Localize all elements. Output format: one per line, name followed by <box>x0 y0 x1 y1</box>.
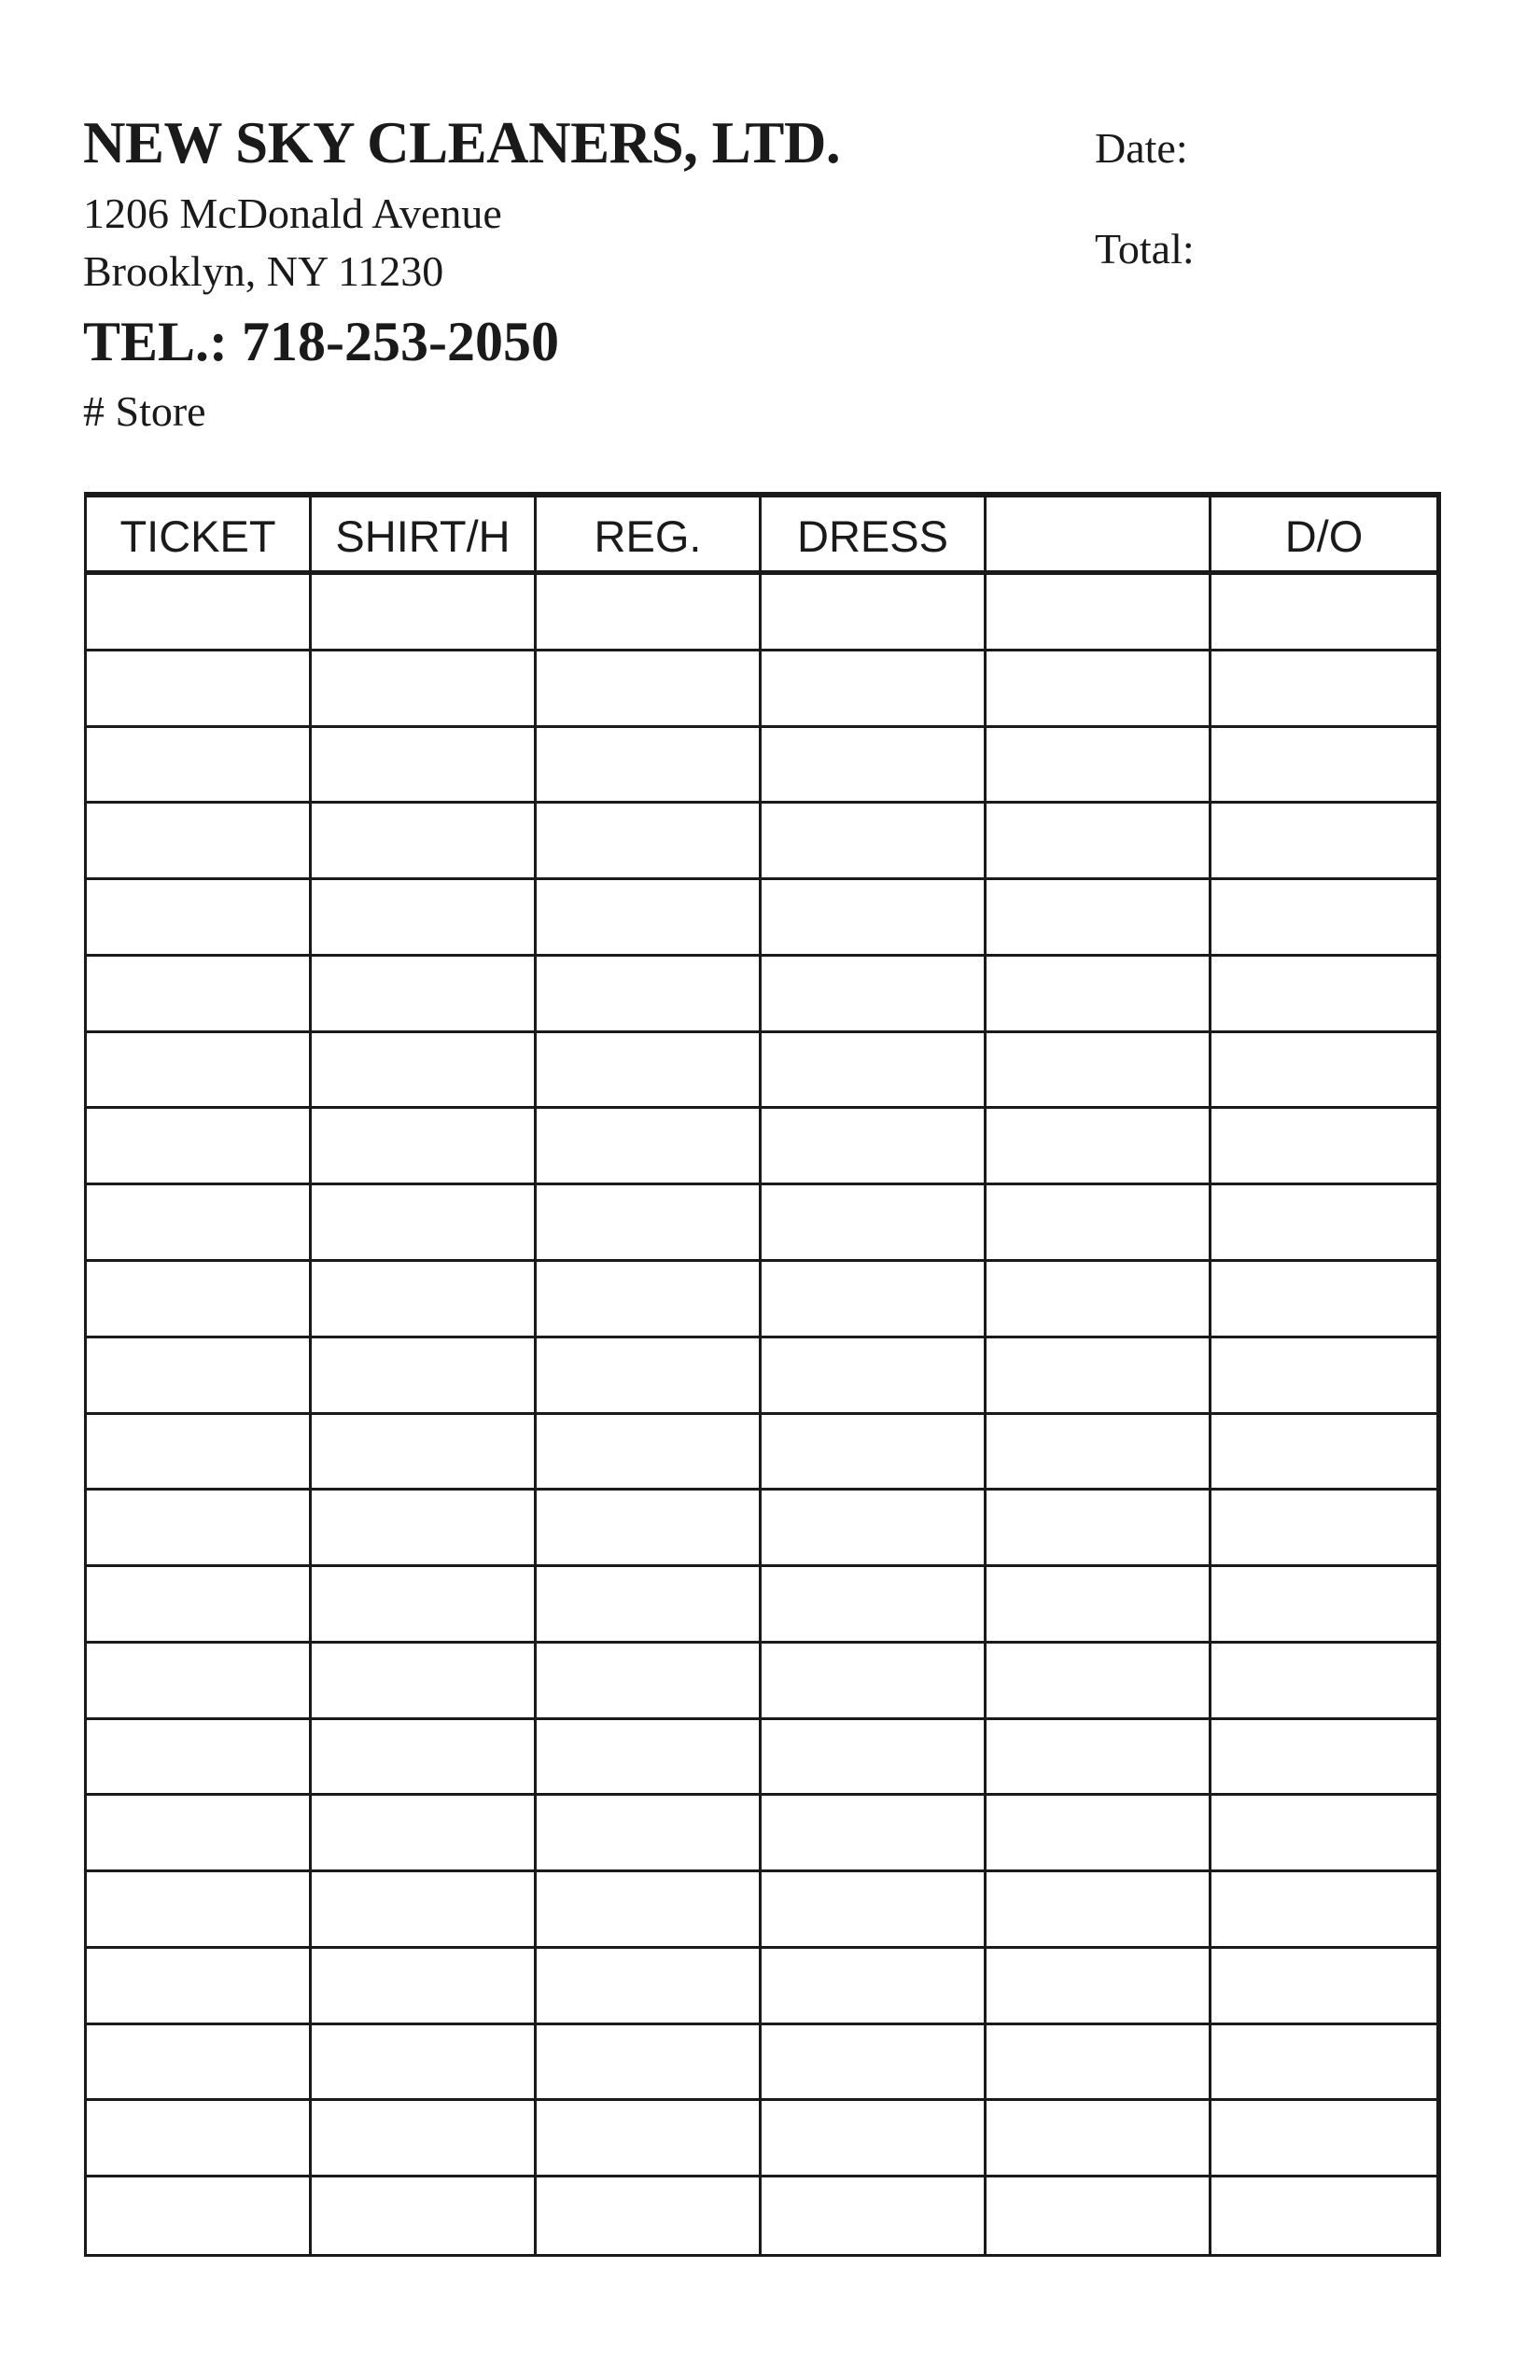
column-header: DRESS <box>762 497 987 575</box>
table-cell[interactable] <box>537 1109 762 1185</box>
table-cell[interactable] <box>537 1185 762 1262</box>
table-cell[interactable] <box>762 1796 987 1872</box>
table-cell[interactable] <box>1211 1415 1436 1491</box>
table-cell[interactable] <box>1211 1033 1436 1110</box>
total-label: Total: <box>1095 225 1195 273</box>
table-cell[interactable] <box>762 575 987 651</box>
table-cell[interactable] <box>537 1567 762 1644</box>
table-cell[interactable] <box>1211 1109 1436 1185</box>
table-cell[interactable] <box>87 957 312 1033</box>
table-cell[interactable] <box>537 1949 762 2025</box>
table-cell[interactable] <box>987 2177 1211 2254</box>
column-header: REG. <box>537 497 762 575</box>
table-cell[interactable] <box>537 575 762 651</box>
table-cell[interactable] <box>1211 1567 1436 1644</box>
table-cell[interactable] <box>987 1796 1211 1872</box>
table-cell[interactable] <box>312 728 537 805</box>
address-line-1: 1206 McDonald Avenue <box>83 189 502 237</box>
table-cell[interactable] <box>1211 2177 1436 2254</box>
table-cell[interactable] <box>762 1033 987 1110</box>
table-cell[interactable] <box>762 1872 987 1949</box>
table-cell[interactable] <box>537 1338 762 1415</box>
table-cell[interactable] <box>1211 728 1436 805</box>
column-header: SHIRT/H <box>312 497 537 575</box>
table-cell[interactable] <box>987 728 1211 805</box>
table-cell[interactable] <box>1211 1338 1436 1415</box>
table-cell[interactable] <box>537 2025 762 2102</box>
table-cell[interactable] <box>87 651 312 728</box>
table-cell[interactable] <box>312 575 537 651</box>
table-cell[interactable] <box>87 1262 312 1338</box>
table-cell[interactable] <box>987 1949 1211 2025</box>
table-cell[interactable] <box>312 651 537 728</box>
table-cell[interactable] <box>312 1185 537 1262</box>
table-cell[interactable] <box>1211 1491 1436 1567</box>
table-cell[interactable] <box>87 1720 312 1797</box>
store-label: # Store <box>83 387 206 435</box>
table-cell[interactable] <box>1211 1644 1436 1720</box>
table-cell[interactable] <box>87 575 312 651</box>
table-cell[interactable] <box>762 1185 987 1262</box>
table-cell[interactable] <box>537 1720 762 1797</box>
table-cell[interactable] <box>987 1567 1211 1644</box>
table-cell[interactable] <box>537 1491 762 1567</box>
column-header: D/O <box>1211 497 1436 575</box>
table-cell[interactable] <box>1211 1262 1436 1338</box>
table-cell[interactable] <box>87 1796 312 1872</box>
table-cell[interactable] <box>1211 957 1436 1033</box>
table-cell[interactable] <box>312 2025 537 2102</box>
table-cell[interactable] <box>537 804 762 880</box>
table-cell[interactable] <box>537 1872 762 1949</box>
table-cell[interactable] <box>312 1720 537 1797</box>
address-line-2: Brooklyn, NY 11230 <box>83 247 444 295</box>
table-cell[interactable] <box>312 1949 537 2025</box>
table-cell[interactable] <box>312 1567 537 1644</box>
table-cell[interactable] <box>1211 2025 1436 2102</box>
table-cell[interactable] <box>1211 1796 1436 1872</box>
table-cell[interactable] <box>87 728 312 805</box>
table-cell[interactable] <box>987 575 1211 651</box>
table-cell[interactable] <box>537 880 762 957</box>
table-cell[interactable] <box>537 957 762 1033</box>
table-cell[interactable] <box>987 2101 1211 2177</box>
column-header <box>987 497 1211 575</box>
table-cell[interactable] <box>537 1796 762 1872</box>
table-cell[interactable] <box>87 2177 312 2254</box>
table-cell[interactable] <box>1211 651 1436 728</box>
table-cell[interactable] <box>312 1872 537 1949</box>
table-cell[interactable] <box>87 804 312 880</box>
table-cell[interactable] <box>987 2025 1211 2102</box>
table-cell[interactable] <box>987 1262 1211 1338</box>
table-cell[interactable] <box>312 1109 537 1185</box>
table-cell[interactable] <box>762 804 987 880</box>
table-cell[interactable] <box>87 2101 312 2177</box>
table-cell[interactable] <box>87 1033 312 1110</box>
table-cell[interactable] <box>312 1262 537 1338</box>
table-cell[interactable] <box>987 957 1211 1033</box>
table-cell[interactable] <box>762 1491 987 1567</box>
column-header: TICKET <box>87 497 312 575</box>
ticket-table <box>84 492 1441 2257</box>
table-cell[interactable] <box>987 1338 1211 1415</box>
table-cell[interactable] <box>312 2101 537 2177</box>
table-cell[interactable] <box>312 1033 537 1110</box>
table-cell[interactable] <box>987 1720 1211 1797</box>
table-cell[interactable] <box>1211 1185 1436 1262</box>
table-cell[interactable] <box>762 880 987 957</box>
table-cell[interactable] <box>537 728 762 805</box>
table-cell[interactable] <box>987 880 1211 957</box>
table-cell[interactable] <box>87 1338 312 1415</box>
table-cell[interactable] <box>312 804 537 880</box>
table-cell[interactable] <box>987 804 1211 880</box>
table-cell[interactable] <box>987 651 1211 728</box>
table-cell[interactable] <box>312 1491 537 1567</box>
table-cell[interactable] <box>537 651 762 728</box>
table-cell[interactable] <box>987 1033 1211 1110</box>
table-cell[interactable] <box>537 2177 762 2254</box>
table-cell[interactable] <box>1211 1720 1436 1797</box>
table-cell[interactable] <box>762 2025 987 2102</box>
table-cell[interactable] <box>987 1109 1211 1185</box>
table-cell[interactable] <box>762 2177 987 2254</box>
table-cell[interactable] <box>537 1415 762 1491</box>
table-cell[interactable] <box>987 1185 1211 1262</box>
table-cell[interactable] <box>87 1415 312 1491</box>
table-cell[interactable] <box>87 1567 312 1644</box>
table-cell[interactable] <box>762 728 987 805</box>
table-cell[interactable] <box>87 1491 312 1567</box>
table-cell[interactable] <box>987 1415 1211 1491</box>
table-cell[interactable] <box>537 1644 762 1720</box>
table-cell[interactable] <box>762 1644 987 1720</box>
date-label: Date: <box>1095 124 1188 172</box>
table-cell[interactable] <box>87 1872 312 1949</box>
table-cell[interactable] <box>312 2177 537 2254</box>
table-cell[interactable] <box>762 1720 987 1797</box>
table-cell[interactable] <box>312 880 537 957</box>
table-cell[interactable] <box>762 1567 987 1644</box>
table-cell[interactable] <box>312 1338 537 1415</box>
table-cell[interactable] <box>987 1644 1211 1720</box>
table-cell[interactable] <box>987 1872 1211 1949</box>
table-cell[interactable] <box>762 1338 987 1415</box>
table-cell[interactable] <box>762 1262 987 1338</box>
table-cell[interactable] <box>1211 880 1436 957</box>
telephone: TEL.: 718-253-2050 <box>83 311 559 372</box>
table-cell[interactable] <box>87 1185 312 1262</box>
table-cell[interactable] <box>1211 1872 1436 1949</box>
table-cell[interactable] <box>762 1949 987 2025</box>
table-cell[interactable] <box>1211 575 1436 651</box>
table-cell[interactable] <box>537 2101 762 2177</box>
table-cell[interactable] <box>1211 2101 1436 2177</box>
table-cell[interactable] <box>987 1491 1211 1567</box>
table-cell[interactable] <box>537 1033 762 1110</box>
table-cell[interactable] <box>762 957 987 1033</box>
table-cell[interactable] <box>537 1262 762 1338</box>
table-cell[interactable] <box>1211 1949 1436 2025</box>
table-cell[interactable] <box>87 1949 312 2025</box>
table-cell[interactable] <box>762 1109 987 1185</box>
company-name: NEW SKY CLEANERS, LTD. <box>83 110 841 175</box>
table-cell[interactable] <box>762 2101 987 2177</box>
table-cell[interactable] <box>762 651 987 728</box>
table-cell[interactable] <box>762 1415 987 1491</box>
table-cell[interactable] <box>312 957 537 1033</box>
table-cell[interactable] <box>312 1415 537 1491</box>
table-cell[interactable] <box>1211 804 1436 880</box>
table-cell[interactable] <box>87 1109 312 1185</box>
table-cell[interactable] <box>87 880 312 957</box>
table-cell[interactable] <box>312 1796 537 1872</box>
table-cell[interactable] <box>87 2025 312 2102</box>
table-cell[interactable] <box>87 1644 312 1720</box>
table-cell[interactable] <box>312 1644 537 1720</box>
